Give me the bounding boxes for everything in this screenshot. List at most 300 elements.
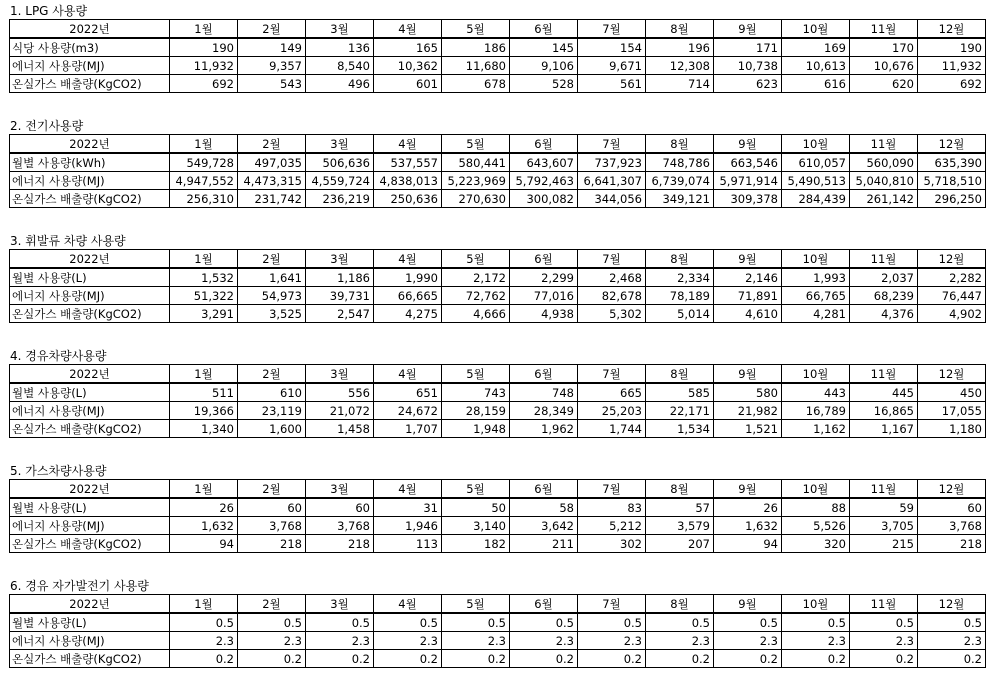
row-label-cell[interactable]: 에너지 사용량(MJ)	[10, 287, 170, 305]
value-cell[interactable]: 543	[238, 75, 306, 93]
value-cell[interactable]: 2,334	[646, 268, 714, 287]
value-cell[interactable]: 0.2	[170, 650, 238, 668]
value-cell[interactable]: 196	[646, 38, 714, 57]
value-cell[interactable]: 1,180	[918, 420, 986, 438]
month-header-cell[interactable]: 7월	[578, 250, 646, 269]
value-cell[interactable]: 4,938	[510, 305, 578, 323]
value-cell[interactable]: 9,671	[578, 57, 646, 75]
month-header-cell[interactable]: 12월	[918, 250, 986, 269]
row-label-cell[interactable]: 온실가스 배출량(KgCO2)	[10, 190, 170, 208]
value-cell[interactable]: 610,057	[782, 153, 850, 172]
month-header-cell[interactable]: 4월	[374, 250, 442, 269]
value-cell[interactable]: 0.2	[306, 650, 374, 668]
value-cell[interactable]: 528	[510, 75, 578, 93]
value-cell[interactable]: 748	[510, 383, 578, 402]
value-cell[interactable]: 651	[374, 383, 442, 402]
value-cell[interactable]: 1,186	[306, 268, 374, 287]
value-cell[interactable]: 218	[918, 535, 986, 553]
value-cell[interactable]: 302	[578, 535, 646, 553]
value-cell[interactable]: 0.5	[782, 613, 850, 632]
value-cell[interactable]: 10,362	[374, 57, 442, 75]
value-cell[interactable]: 58	[510, 498, 578, 517]
month-header-cell[interactable]: 9월	[714, 20, 782, 39]
value-cell[interactable]: 9,357	[238, 57, 306, 75]
value-cell[interactable]: 643,607	[510, 153, 578, 172]
month-header-cell[interactable]: 6월	[510, 135, 578, 154]
value-cell[interactable]: 24,672	[374, 402, 442, 420]
value-cell[interactable]: 443	[782, 383, 850, 402]
value-cell[interactable]: 2.3	[510, 632, 578, 650]
value-cell[interactable]: 2.3	[306, 632, 374, 650]
month-header-cell[interactable]: 10월	[782, 135, 850, 154]
month-header-cell[interactable]: 1월	[170, 20, 238, 39]
value-cell[interactable]: 0.2	[782, 650, 850, 668]
month-header-cell[interactable]: 1월	[170, 250, 238, 269]
month-header-cell[interactable]: 8월	[646, 20, 714, 39]
value-cell[interactable]: 236,219	[306, 190, 374, 208]
row-label-cell[interactable]: 월별 사용량(L)	[10, 268, 170, 287]
value-cell[interactable]: 1,458	[306, 420, 374, 438]
month-header-cell[interactable]: 3월	[306, 595, 374, 614]
month-header-cell[interactable]: 4월	[374, 365, 442, 384]
year-header-cell[interactable]: 2022년	[10, 480, 170, 499]
value-cell[interactable]: 1,641	[238, 268, 306, 287]
month-header-cell[interactable]: 9월	[714, 135, 782, 154]
month-header-cell[interactable]: 11월	[850, 20, 918, 39]
value-cell[interactable]: 0.5	[374, 613, 442, 632]
value-cell[interactable]: 5,014	[646, 305, 714, 323]
row-label-cell[interactable]: 에너지 사용량(MJ)	[10, 517, 170, 535]
row-label-cell[interactable]: 에너지 사용량(MJ)	[10, 172, 170, 190]
value-cell[interactable]: 2,172	[442, 268, 510, 287]
value-cell[interactable]: 5,526	[782, 517, 850, 535]
value-cell[interactable]: 511	[170, 383, 238, 402]
value-cell[interactable]: 190	[170, 38, 238, 57]
value-cell[interactable]: 19,366	[170, 402, 238, 420]
month-header-cell[interactable]: 8월	[646, 480, 714, 499]
value-cell[interactable]: 0.2	[646, 650, 714, 668]
value-cell[interactable]: 0.2	[442, 650, 510, 668]
value-cell[interactable]: 256,310	[170, 190, 238, 208]
value-cell[interactable]: 320	[782, 535, 850, 553]
value-cell[interactable]: 4,275	[374, 305, 442, 323]
value-cell[interactable]: 743	[442, 383, 510, 402]
value-cell[interactable]: 580,441	[442, 153, 510, 172]
month-header-cell[interactable]: 6월	[510, 365, 578, 384]
value-cell[interactable]: 5,302	[578, 305, 646, 323]
value-cell[interactable]: 4,376	[850, 305, 918, 323]
value-cell[interactable]: 6,641,307	[578, 172, 646, 190]
value-cell[interactable]: 154	[578, 38, 646, 57]
value-cell[interactable]: 54,973	[238, 287, 306, 305]
month-header-cell[interactable]: 12월	[918, 365, 986, 384]
value-cell[interactable]: 748,786	[646, 153, 714, 172]
value-cell[interactable]: 5,040,810	[850, 172, 918, 190]
value-cell[interactable]: 169	[782, 38, 850, 57]
value-cell[interactable]: 0.2	[238, 650, 306, 668]
value-cell[interactable]: 66,765	[782, 287, 850, 305]
month-header-cell[interactable]: 7월	[578, 595, 646, 614]
month-header-cell[interactable]: 12월	[918, 20, 986, 39]
value-cell[interactable]: 12,308	[646, 57, 714, 75]
month-header-cell[interactable]: 8월	[646, 250, 714, 269]
row-label-cell[interactable]: 에너지 사용량(MJ)	[10, 402, 170, 420]
value-cell[interactable]: 1,532	[170, 268, 238, 287]
month-header-cell[interactable]: 7월	[578, 135, 646, 154]
value-cell[interactable]: 0.2	[918, 650, 986, 668]
value-cell[interactable]: 8,540	[306, 57, 374, 75]
value-cell[interactable]: 270,630	[442, 190, 510, 208]
month-header-cell[interactable]: 3월	[306, 250, 374, 269]
value-cell[interactable]: 0.2	[374, 650, 442, 668]
value-cell[interactable]: 309,378	[714, 190, 782, 208]
value-cell[interactable]: 231,742	[238, 190, 306, 208]
month-header-cell[interactable]: 9월	[714, 595, 782, 614]
value-cell[interactable]: 28,349	[510, 402, 578, 420]
month-header-cell[interactable]: 4월	[374, 135, 442, 154]
value-cell[interactable]: 39,731	[306, 287, 374, 305]
value-cell[interactable]: 344,056	[578, 190, 646, 208]
month-header-cell[interactable]: 7월	[578, 480, 646, 499]
value-cell[interactable]: 3,579	[646, 517, 714, 535]
value-cell[interactable]: 76,447	[918, 287, 986, 305]
value-cell[interactable]: 25,203	[578, 402, 646, 420]
value-cell[interactable]: 445	[850, 383, 918, 402]
value-cell[interactable]: 620	[850, 75, 918, 93]
value-cell[interactable]: 0.5	[850, 613, 918, 632]
value-cell[interactable]: 5,223,969	[442, 172, 510, 190]
value-cell[interactable]: 113	[374, 535, 442, 553]
value-cell[interactable]: 2.3	[442, 632, 510, 650]
value-cell[interactable]: 207	[646, 535, 714, 553]
month-header-cell[interactable]: 2월	[238, 135, 306, 154]
value-cell[interactable]: 0.5	[918, 613, 986, 632]
month-header-cell[interactable]: 5월	[442, 365, 510, 384]
value-cell[interactable]: 0.5	[578, 613, 646, 632]
value-cell[interactable]: 1,534	[646, 420, 714, 438]
value-cell[interactable]: 136	[306, 38, 374, 57]
year-header-cell[interactable]: 2022년	[10, 135, 170, 154]
month-header-cell[interactable]: 3월	[306, 365, 374, 384]
value-cell[interactable]: 60	[306, 498, 374, 517]
value-cell[interactable]: 0.2	[510, 650, 578, 668]
month-header-cell[interactable]: 9월	[714, 365, 782, 384]
value-cell[interactable]: 496	[306, 75, 374, 93]
value-cell[interactable]: 211	[510, 535, 578, 553]
value-cell[interactable]: 149	[238, 38, 306, 57]
month-header-cell[interactable]: 9월	[714, 480, 782, 499]
month-header-cell[interactable]: 5월	[442, 20, 510, 39]
value-cell[interactable]: 450	[918, 383, 986, 402]
value-cell[interactable]: 1,600	[238, 420, 306, 438]
value-cell[interactable]: 11,932	[170, 57, 238, 75]
value-cell[interactable]: 145	[510, 38, 578, 57]
value-cell[interactable]: 16,789	[782, 402, 850, 420]
value-cell[interactable]: 1,946	[374, 517, 442, 535]
value-cell[interactable]: 3,768	[306, 517, 374, 535]
year-header-cell[interactable]: 2022년	[10, 595, 170, 614]
value-cell[interactable]: 2,037	[850, 268, 918, 287]
month-header-cell[interactable]: 11월	[850, 365, 918, 384]
value-cell[interactable]: 190	[918, 38, 986, 57]
value-cell[interactable]: 3,705	[850, 517, 918, 535]
value-cell[interactable]: 4,902	[918, 305, 986, 323]
value-cell[interactable]: 77,016	[510, 287, 578, 305]
value-cell[interactable]: 3,768	[918, 517, 986, 535]
value-cell[interactable]: 10,676	[850, 57, 918, 75]
month-header-cell[interactable]: 2월	[238, 595, 306, 614]
value-cell[interactable]: 2.3	[918, 632, 986, 650]
value-cell[interactable]: 78,189	[646, 287, 714, 305]
month-header-cell[interactable]: 8월	[646, 135, 714, 154]
value-cell[interactable]: 580	[714, 383, 782, 402]
value-cell[interactable]: 5,718,510	[918, 172, 986, 190]
value-cell[interactable]: 549,728	[170, 153, 238, 172]
value-cell[interactable]: 1,993	[782, 268, 850, 287]
value-cell[interactable]: 4,947,552	[170, 172, 238, 190]
value-cell[interactable]: 4,838,013	[374, 172, 442, 190]
value-cell[interactable]: 57	[646, 498, 714, 517]
value-cell[interactable]: 250,636	[374, 190, 442, 208]
value-cell[interactable]: 0.5	[510, 613, 578, 632]
value-cell[interactable]: 2,547	[306, 305, 374, 323]
value-cell[interactable]: 60	[918, 498, 986, 517]
value-cell[interactable]: 5,490,513	[782, 172, 850, 190]
value-cell[interactable]: 3,140	[442, 517, 510, 535]
value-cell[interactable]: 5,971,914	[714, 172, 782, 190]
month-header-cell[interactable]: 2월	[238, 250, 306, 269]
value-cell[interactable]: 714	[646, 75, 714, 93]
value-cell[interactable]: 497,035	[238, 153, 306, 172]
value-cell[interactable]: 1,744	[578, 420, 646, 438]
value-cell[interactable]: 82,678	[578, 287, 646, 305]
value-cell[interactable]: 16,865	[850, 402, 918, 420]
value-cell[interactable]: 60	[238, 498, 306, 517]
value-cell[interactable]: 2,299	[510, 268, 578, 287]
month-header-cell[interactable]: 9월	[714, 250, 782, 269]
value-cell[interactable]: 0.5	[442, 613, 510, 632]
value-cell[interactable]: 284,439	[782, 190, 850, 208]
value-cell[interactable]: 26	[170, 498, 238, 517]
month-header-cell[interactable]: 1월	[170, 595, 238, 614]
month-header-cell[interactable]: 6월	[510, 250, 578, 269]
row-label-cell[interactable]: 월별 사용량(L)	[10, 613, 170, 632]
month-header-cell[interactable]: 8월	[646, 365, 714, 384]
value-cell[interactable]: 692	[918, 75, 986, 93]
value-cell[interactable]: 1,962	[510, 420, 578, 438]
month-header-cell[interactable]: 7월	[578, 365, 646, 384]
month-header-cell[interactable]: 3월	[306, 135, 374, 154]
value-cell[interactable]: 28,159	[442, 402, 510, 420]
value-cell[interactable]: 1,948	[442, 420, 510, 438]
value-cell[interactable]: 186	[442, 38, 510, 57]
value-cell[interactable]: 71,891	[714, 287, 782, 305]
value-cell[interactable]: 2.3	[170, 632, 238, 650]
value-cell[interactable]: 4,473,315	[238, 172, 306, 190]
value-cell[interactable]: 2,146	[714, 268, 782, 287]
value-cell[interactable]: 665	[578, 383, 646, 402]
value-cell[interactable]: 1,162	[782, 420, 850, 438]
value-cell[interactable]: 296,250	[918, 190, 986, 208]
value-cell[interactable]: 9,106	[510, 57, 578, 75]
row-label-cell[interactable]: 식당 사용량(m3)	[10, 38, 170, 57]
value-cell[interactable]: 3,291	[170, 305, 238, 323]
value-cell[interactable]: 4,666	[442, 305, 510, 323]
value-cell[interactable]: 2,282	[918, 268, 986, 287]
value-cell[interactable]: 1,990	[374, 268, 442, 287]
month-header-cell[interactable]: 12월	[918, 480, 986, 499]
year-header-cell[interactable]: 2022년	[10, 20, 170, 39]
value-cell[interactable]: 616	[782, 75, 850, 93]
month-header-cell[interactable]: 6월	[510, 480, 578, 499]
value-cell[interactable]: 218	[238, 535, 306, 553]
month-header-cell[interactable]: 10월	[782, 365, 850, 384]
value-cell[interactable]: 5,792,463	[510, 172, 578, 190]
row-label-cell[interactable]: 에너지 사용량(MJ)	[10, 632, 170, 650]
value-cell[interactable]: 0.2	[850, 650, 918, 668]
month-header-cell[interactable]: 6월	[510, 595, 578, 614]
month-header-cell[interactable]: 11월	[850, 480, 918, 499]
value-cell[interactable]: 623	[714, 75, 782, 93]
row-label-cell[interactable]: 에너지 사용량(MJ)	[10, 57, 170, 75]
value-cell[interactable]: 635,390	[918, 153, 986, 172]
value-cell[interactable]: 83	[578, 498, 646, 517]
value-cell[interactable]: 261,142	[850, 190, 918, 208]
value-cell[interactable]: 3,642	[510, 517, 578, 535]
value-cell[interactable]: 678	[442, 75, 510, 93]
value-cell[interactable]: 2.3	[714, 632, 782, 650]
value-cell[interactable]: 0.2	[578, 650, 646, 668]
value-cell[interactable]: 1,707	[374, 420, 442, 438]
value-cell[interactable]: 66,665	[374, 287, 442, 305]
month-header-cell[interactable]: 5월	[442, 135, 510, 154]
value-cell[interactable]: 537,557	[374, 153, 442, 172]
value-cell[interactable]: 94	[714, 535, 782, 553]
month-header-cell[interactable]: 4월	[374, 480, 442, 499]
value-cell[interactable]: 59	[850, 498, 918, 517]
value-cell[interactable]: 68,239	[850, 287, 918, 305]
month-header-cell[interactable]: 4월	[374, 595, 442, 614]
month-header-cell[interactable]: 2월	[238, 365, 306, 384]
value-cell[interactable]: 22,171	[646, 402, 714, 420]
value-cell[interactable]: 31	[374, 498, 442, 517]
month-header-cell[interactable]: 3월	[306, 20, 374, 39]
month-header-cell[interactable]: 11월	[850, 595, 918, 614]
value-cell[interactable]: 21,072	[306, 402, 374, 420]
value-cell[interactable]: 300,082	[510, 190, 578, 208]
value-cell[interactable]: 94	[170, 535, 238, 553]
value-cell[interactable]: 2.3	[238, 632, 306, 650]
value-cell[interactable]: 1,340	[170, 420, 238, 438]
value-cell[interactable]: 4,610	[714, 305, 782, 323]
value-cell[interactable]: 2.3	[850, 632, 918, 650]
value-cell[interactable]: 3,768	[238, 517, 306, 535]
value-cell[interactable]: 663,546	[714, 153, 782, 172]
value-cell[interactable]: 349,121	[646, 190, 714, 208]
value-cell[interactable]: 5,212	[578, 517, 646, 535]
value-cell[interactable]: 2.3	[374, 632, 442, 650]
value-cell[interactable]: 17,055	[918, 402, 986, 420]
value-cell[interactable]: 0.5	[714, 613, 782, 632]
month-header-cell[interactable]: 2월	[238, 20, 306, 39]
value-cell[interactable]: 10,738	[714, 57, 782, 75]
value-cell[interactable]: 51,322	[170, 287, 238, 305]
row-label-cell[interactable]: 월별 사용량(L)	[10, 498, 170, 517]
value-cell[interactable]: 21,982	[714, 402, 782, 420]
value-cell[interactable]: 23,119	[238, 402, 306, 420]
month-header-cell[interactable]: 1월	[170, 480, 238, 499]
value-cell[interactable]: 1,521	[714, 420, 782, 438]
value-cell[interactable]: 170	[850, 38, 918, 57]
month-header-cell[interactable]: 7월	[578, 20, 646, 39]
value-cell[interactable]: 3,525	[238, 305, 306, 323]
value-cell[interactable]: 2,468	[578, 268, 646, 287]
value-cell[interactable]: 0.5	[238, 613, 306, 632]
month-header-cell[interactable]: 4월	[374, 20, 442, 39]
month-header-cell[interactable]: 5월	[442, 480, 510, 499]
value-cell[interactable]: 560,090	[850, 153, 918, 172]
month-header-cell[interactable]: 10월	[782, 250, 850, 269]
value-cell[interactable]: 171	[714, 38, 782, 57]
value-cell[interactable]: 165	[374, 38, 442, 57]
value-cell[interactable]: 4,559,724	[306, 172, 374, 190]
month-header-cell[interactable]: 1월	[170, 135, 238, 154]
value-cell[interactable]: 601	[374, 75, 442, 93]
month-header-cell[interactable]: 12월	[918, 595, 986, 614]
month-header-cell[interactable]: 10월	[782, 480, 850, 499]
value-cell[interactable]: 88	[782, 498, 850, 517]
month-header-cell[interactable]: 10월	[782, 595, 850, 614]
month-header-cell[interactable]: 6월	[510, 20, 578, 39]
value-cell[interactable]: 72,762	[442, 287, 510, 305]
row-label-cell[interactable]: 월별 사용량(L)	[10, 383, 170, 402]
value-cell[interactable]: 182	[442, 535, 510, 553]
value-cell[interactable]: 2.3	[578, 632, 646, 650]
month-header-cell[interactable]: 5월	[442, 250, 510, 269]
value-cell[interactable]: 556	[306, 383, 374, 402]
year-header-cell[interactable]: 2022년	[10, 250, 170, 269]
value-cell[interactable]: 561	[578, 75, 646, 93]
value-cell[interactable]: 0.5	[170, 613, 238, 632]
month-header-cell[interactable]: 1월	[170, 365, 238, 384]
value-cell[interactable]: 50	[442, 498, 510, 517]
month-header-cell[interactable]: 10월	[782, 20, 850, 39]
value-cell[interactable]: 218	[306, 535, 374, 553]
value-cell[interactable]: 585	[646, 383, 714, 402]
month-header-cell[interactable]: 12월	[918, 135, 986, 154]
value-cell[interactable]: 610	[238, 383, 306, 402]
row-label-cell[interactable]: 온실가스 배출량(KgCO2)	[10, 650, 170, 668]
value-cell[interactable]: 1,632	[714, 517, 782, 535]
month-header-cell[interactable]: 11월	[850, 250, 918, 269]
row-label-cell[interactable]: 온실가스 배출량(KgCO2)	[10, 75, 170, 93]
value-cell[interactable]: 0.5	[646, 613, 714, 632]
row-label-cell[interactable]: 온실가스 배출량(KgCO2)	[10, 305, 170, 323]
value-cell[interactable]: 10,613	[782, 57, 850, 75]
value-cell[interactable]: 6,739,074	[646, 172, 714, 190]
value-cell[interactable]: 215	[850, 535, 918, 553]
value-cell[interactable]: 1,632	[170, 517, 238, 535]
value-cell[interactable]: 11,680	[442, 57, 510, 75]
year-header-cell[interactable]: 2022년	[10, 365, 170, 384]
value-cell[interactable]: 11,932	[918, 57, 986, 75]
row-label-cell[interactable]: 온실가스 배출량(KgCO2)	[10, 420, 170, 438]
value-cell[interactable]: 737,923	[578, 153, 646, 172]
row-label-cell[interactable]: 월별 사용량(kWh)	[10, 153, 170, 172]
month-header-cell[interactable]: 2월	[238, 480, 306, 499]
value-cell[interactable]: 692	[170, 75, 238, 93]
month-header-cell[interactable]: 5월	[442, 595, 510, 614]
